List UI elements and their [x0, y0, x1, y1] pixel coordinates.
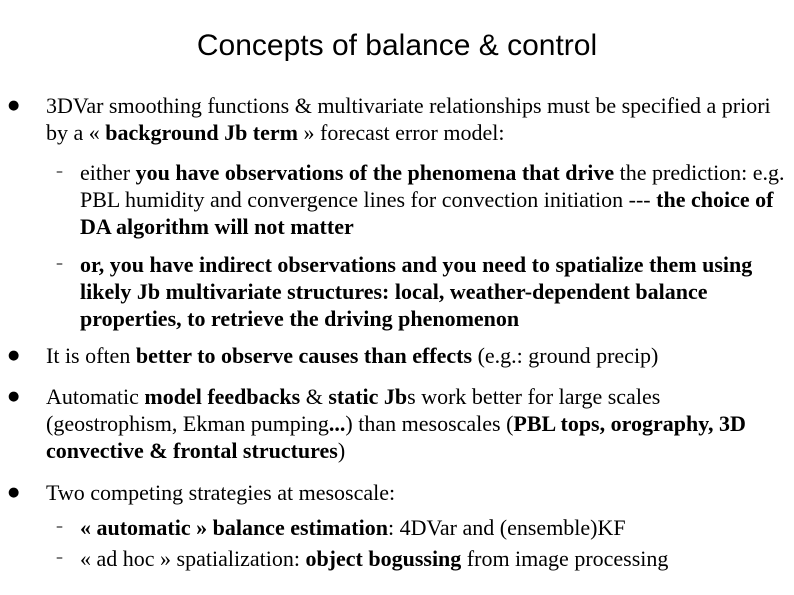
dash-marker: –: [56, 550, 63, 566]
bullet-3dvar: 3DVar smoothing functions & multivariate relationships must be specified a priori by a « background Jb term » forecast error model:: [46, 93, 771, 145]
bullet-observe-causes: It is often better to observe causes than effects (e.g.: ground precip): [46, 343, 659, 368]
subbullet-automatic-balance: « automatic » balance estimation: 4DVar and (ensemble)KF: [80, 515, 626, 540]
bullet-competing-strategies: Two competing strategies at mesoscale:: [46, 480, 396, 505]
dash-marker: –: [56, 519, 63, 535]
dash-marker: –: [56, 256, 63, 272]
subbullet-ad-hoc-spatialization: « ad hoc » spatialization: object bogussing from image processing: [80, 546, 669, 571]
subbullet-direct-observations: either you have observations of the phenomena that drive the prediction: e.g. PBL humidity and convergence lines for convection initiation --- the choice of DA algorithm will not matter: [80, 160, 785, 239]
bullet-model-feedbacks: Automatic model feedbacks & static Jbs work better for large scales (geostrophism, Ekman pumping...) than mesoscales (PBL tops, orography, 3D convective & frontal structures): [46, 384, 746, 463]
page-title: Concepts of balance & control: [196, 29, 598, 62]
dash-marker: –: [56, 164, 63, 180]
bullet-marker: ●: [8, 348, 20, 363]
bullet-marker: ●: [8, 485, 20, 500]
subbullet-indirect-observations: or, you have indirect observations and you need to spatialize them using likely Jb multivariate structures: local, weather-dependent balance properties, to retrieve the driving phenomenon: [80, 252, 753, 331]
bullet-marker: ●: [8, 98, 20, 113]
bullet-marker: ●: [8, 389, 20, 404]
